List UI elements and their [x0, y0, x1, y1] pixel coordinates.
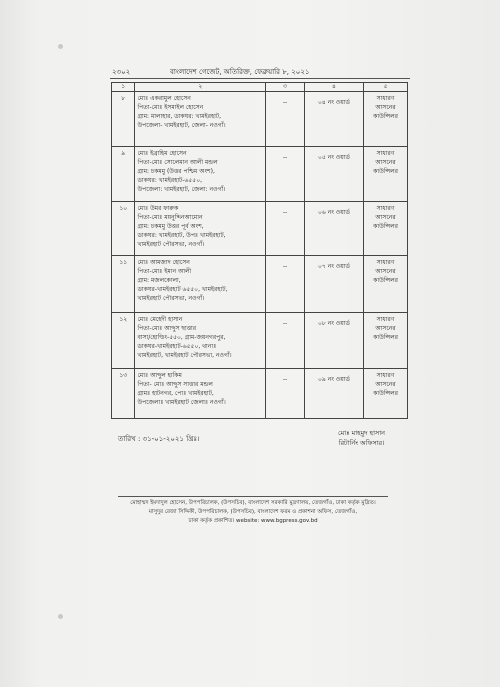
councillor-table — [111, 82, 408, 419]
table-row — [112, 202, 408, 256]
ward-value: ০৭ নং ওয়ার্ড — [318, 263, 350, 270]
footer-rule — [118, 496, 388, 497]
col3-cell — [266, 256, 305, 313]
footer-line: ঢাকা কর্তৃক প্রকাশিত। website: www.bgpress.gov.bd — [188, 518, 318, 524]
punch-hole — [58, 614, 63, 619]
col3-value: -- — [282, 320, 288, 327]
candidate-name: মোঃ আব্দুল হাকিম — [137, 372, 182, 379]
candidate-cell — [135, 313, 266, 369]
candidate-address: বাসা/হোল্ডিং-৫৫০, গ্রাম-জয়নগরপুর, — [137, 334, 226, 341]
col3-value: -- — [282, 376, 288, 383]
table-row — [112, 369, 408, 419]
remark-cell — [364, 147, 408, 202]
candidate-cell — [135, 147, 266, 202]
remark-cell — [364, 202, 408, 256]
remark-line: সাধারণ — [376, 150, 395, 157]
col3-cell — [266, 202, 305, 256]
candidate-address: খামইরহাট পৌরসভা, নওগাঁ। — [137, 295, 205, 302]
header-rule — [110, 78, 410, 79]
remark-cell — [364, 92, 408, 147]
ward-cell — [304, 313, 363, 369]
column-header: ৫ — [364, 83, 408, 92]
remark-line: সাধারণ — [376, 205, 395, 212]
ward-cell — [304, 256, 363, 313]
col3-value: -- — [282, 154, 288, 161]
date-line: তারিখ : ৩১-০১-২০২১ খ্রিঃ। — [118, 435, 200, 443]
col3-value: -- — [282, 209, 288, 216]
candidate-name: মোঃ মেহেদী হাসান — [137, 316, 183, 323]
ward-cell — [304, 202, 363, 256]
candidate-cell — [135, 92, 266, 147]
remark-line: কাউন্সিলর — [373, 277, 398, 284]
candidate-address: খামইরহাট, খামইরহাট পৌরসভা, নওগাঁ। — [137, 352, 232, 359]
remark-cell — [364, 256, 408, 313]
signatory-designation: রিটার্নিং অফিসার। — [338, 439, 385, 447]
ward-cell — [304, 92, 363, 147]
candidate-cell — [135, 256, 266, 313]
remark-line: কাউন্সিলর — [373, 390, 398, 397]
remark-line: কাউন্সিলর — [373, 168, 398, 175]
remark-cell — [364, 313, 408, 369]
remark-line: কাউন্সিলর — [373, 334, 398, 341]
table-row — [112, 313, 408, 369]
remark-line: কাউন্সিলর — [373, 113, 398, 120]
candidate-father: পিতা- মোঃ আব্দুস সাত্তার মন্ডল — [137, 381, 213, 388]
candidate-father: পিতা-মোঃ ময়নুদ্দিনআমোন — [137, 214, 203, 221]
candidate-father: পিতা-মোঃ ইমান আলী — [137, 268, 192, 275]
table-row — [112, 256, 408, 313]
table-row — [112, 92, 408, 147]
serial-cell: ১২ — [112, 313, 135, 369]
column-header: ৪ — [304, 83, 363, 92]
candidate-address: উপজেলা: খামইরহাট, জেলা: নওগাঁ। — [137, 186, 226, 193]
col3-value: -- — [282, 263, 288, 270]
signatory-name: মোঃ মাহমুদ হাসান — [338, 429, 386, 437]
remark-line: আসনের — [375, 104, 396, 111]
col3-cell — [266, 313, 305, 369]
remark-line: আসনের — [375, 159, 396, 166]
candidate-name: মোঃ উমর ফারুক — [137, 205, 179, 212]
column-header: ১ — [112, 83, 135, 92]
gazette-title: বাংলাদেশ গেজেট, অতিরিক্ত, ফেব্রুয়ারি ৮, ২০২১ — [170, 68, 310, 76]
candidate-address: ডাকঘর-খামইরহাট-৬৫৫০, থানাঃ — [137, 343, 217, 350]
candidate-name: মোঃ একরামুল হোসেন — [137, 95, 191, 102]
candidate-address: গ্রাম: চকমমু উত্তর পূর্ব অংশ, — [137, 223, 204, 230]
candidate-address: গ্রামঃ হাটনগর, পোঃ খামইরহাট, — [137, 390, 214, 397]
table-header-row — [112, 83, 408, 92]
col3-cell — [266, 147, 305, 202]
printer-footer — [118, 496, 388, 526]
footer-line: মাসুদুর রেজা সিদ্দিকী, উপপরিচালক, (উপসচিব), বাংলাদেশ ফরম ও প্রকাশনা অফিস, তেজগাঁও, — [148, 509, 358, 515]
candidate-cell — [135, 202, 266, 256]
remark-line: সাধারণ — [376, 95, 395, 102]
column-header: ৩ — [266, 83, 305, 92]
candidate-address: গ্রাম: মজলকোলা, — [137, 277, 181, 284]
col3-cell — [266, 92, 305, 147]
candidate-address: ডাকঘর: খামইরহাট, উপঃ খামইরহাট, — [137, 232, 226, 239]
candidate-address: ডাকঘর-খামইরহাট ৬৫৫০, খামইরহাট, — [137, 286, 228, 293]
ward-value: ০৫ নং ওয়ার্ড — [318, 154, 350, 161]
serial-cell: ৮ — [112, 92, 135, 147]
ward-value: ০৮ নং ওয়ার্ড — [318, 320, 350, 327]
serial-cell: ৯ — [112, 147, 135, 202]
candidate-name: মোঃ ইব্রাহিম হোসেন — [137, 150, 187, 157]
ward-cell — [304, 147, 363, 202]
ward-value: ০৯ নং ওয়ার্ড — [318, 376, 350, 383]
candidate-address: গ্রাম: চকমমু (উত্তর পশ্চিম অংশ), — [137, 168, 215, 175]
column-header: ২ — [135, 83, 266, 92]
candidate-address: গ্রাম: মালাহার, ডাকঘর: খামইরহাট, — [137, 113, 222, 120]
page-header — [112, 66, 412, 78]
remark-line: সাধারণ — [376, 316, 395, 323]
candidate-address: উপজেলাঃ খামইরহাট জেলাঃ নওগাঁ। — [137, 399, 226, 406]
page-number: ২৩০২ — [112, 68, 131, 76]
candidate-father: পিতা-মোঃ আব্দুস ছাত্তার — [137, 325, 197, 332]
candidate-address: ডাকঘর: খামইরহাট-৬৫৫০, — [137, 177, 203, 184]
col3-cell — [266, 369, 305, 419]
candidate-address: উপজেলা- খামইরহাট, জেলা- নওগাঁ। — [137, 122, 226, 129]
serial-cell: ১০ — [112, 202, 135, 256]
candidate-father: পিতা-মোঃ ইসমাইল হোসেন — [137, 104, 204, 111]
serial-cell: ১১ — [112, 256, 135, 313]
serial-cell: ১৩ — [112, 369, 135, 419]
remark-line: কাউন্সিলর — [373, 223, 398, 230]
remark-line: সাধারণ — [376, 372, 395, 379]
ward-value: ০৬ নং ওয়ার্ড — [318, 209, 350, 216]
signature-block — [338, 428, 385, 448]
candidate-cell — [135, 369, 266, 419]
remark-line: আসনের — [375, 268, 396, 275]
candidate-name: মোঃ আমজাদ হোসেন — [137, 259, 190, 266]
ward-cell — [304, 369, 363, 419]
candidate-father: পিতা-মোঃ সোলেমান আলী মন্ডল — [137, 159, 218, 166]
remark-line: আসনের — [375, 325, 396, 332]
remark-line: সাধারণ — [376, 259, 395, 266]
remark-line: আসনের — [375, 214, 396, 221]
footer-line: মোহাম্মদ ইমদাদুল হোসেন, উপপরিচালক, (উপসচিব), বাংলাদেশ সরকারি মুদ্রণালয়, তেজগাঁও, ঢাকা কর্তৃক মুদ্রিত। — [130, 500, 376, 506]
punch-hole — [58, 44, 63, 49]
remark-line: আসনের — [375, 381, 396, 388]
table-row — [112, 147, 408, 202]
col3-value: -- — [282, 99, 288, 106]
ward-value: ০৪ নং ওয়ার্ড — [318, 99, 350, 106]
candidate-address: খামইরহাট পৌরসভা, নওগাঁ। — [137, 241, 205, 248]
remark-cell — [364, 369, 408, 419]
